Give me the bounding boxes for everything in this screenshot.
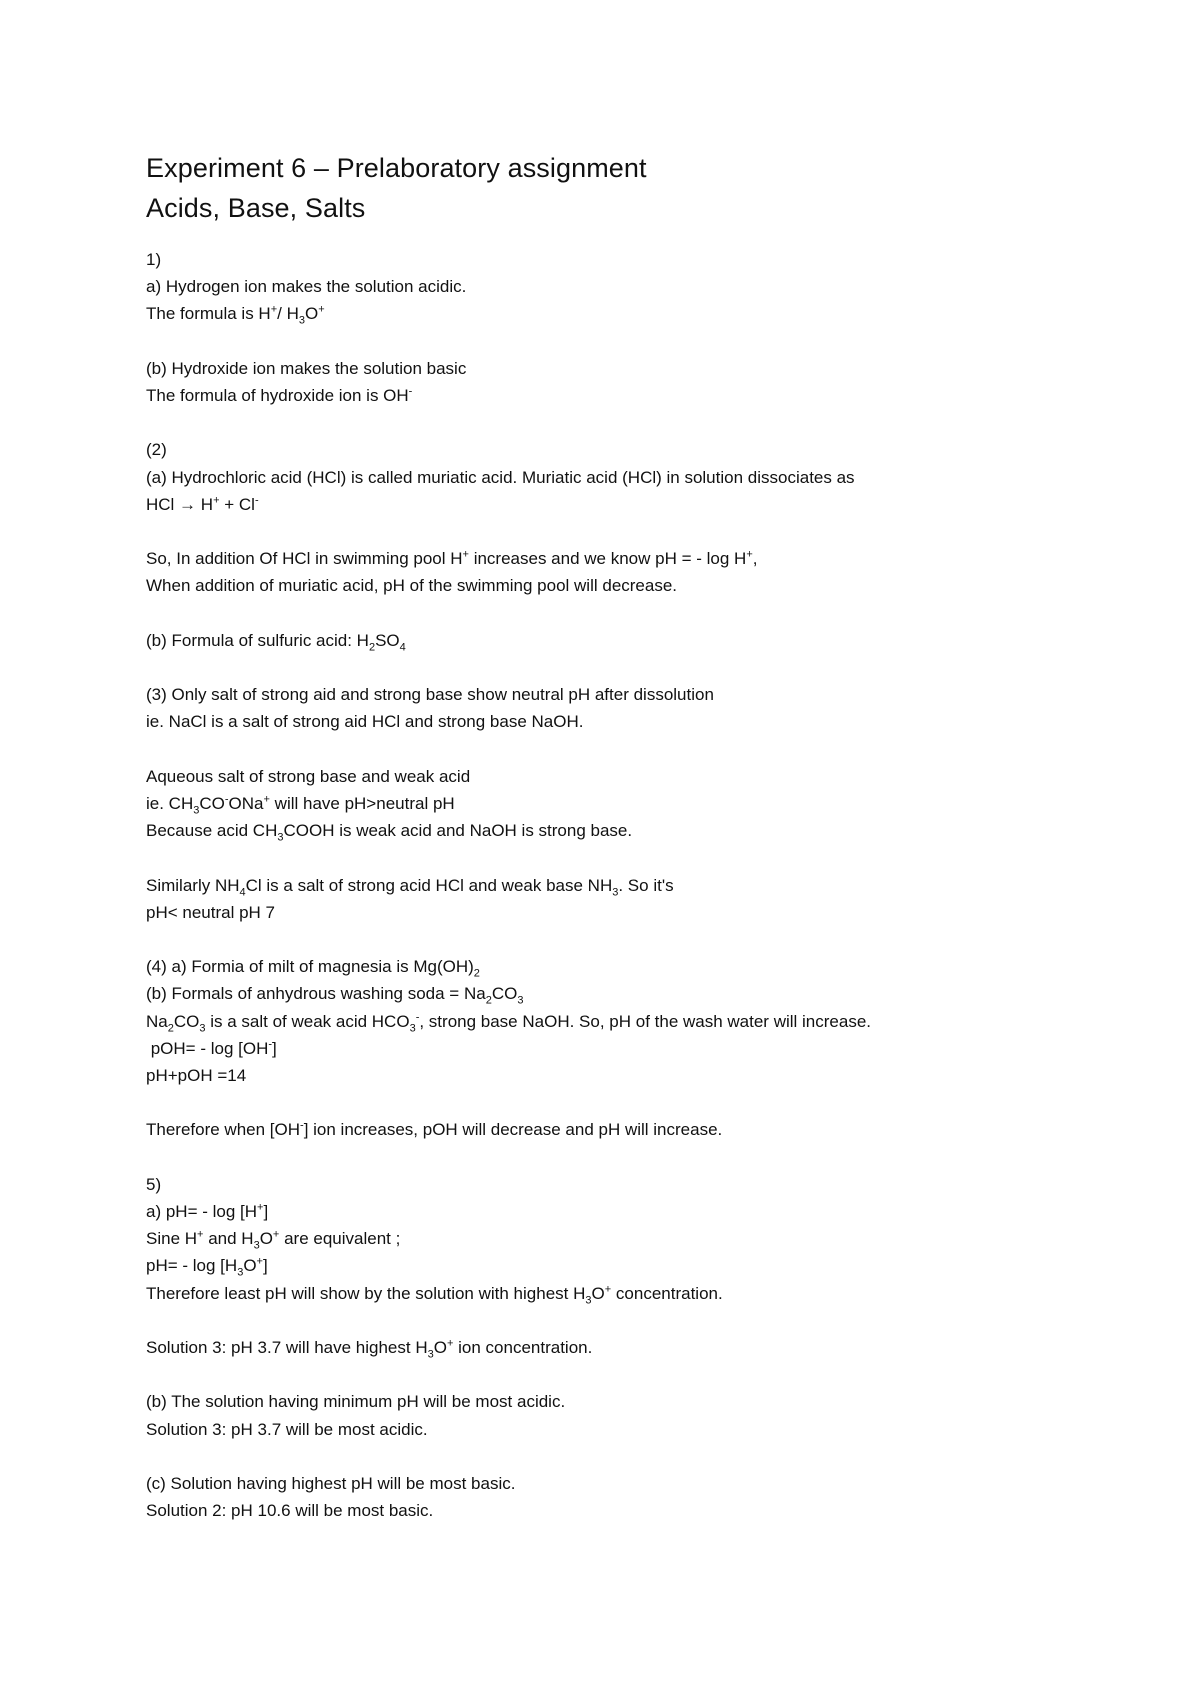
text-line: pH+pOH =14	[146, 1065, 247, 1085]
text-line: Therefore least pH will show by the solution with highest $H_3O^+$ concentration.	[146, 1282, 723, 1306]
text-line: HCl → H+ + Cl-	[146, 494, 259, 514]
text-line: pOH= - log [OH-]	[146, 1038, 277, 1058]
text-line: Solution 3: pH 3.7 will have highest $H_3O^+$ ion concentration.	[146, 1337, 593, 1361]
document-title: Experiment 6 – Prelaboratory assignment	[146, 153, 647, 183]
text-line: So, In addition Of HCl in swimming pool H+ increases and we know pH = - log H+,	[146, 548, 758, 569]
text-line: a) Hydrogen ion makes the solution acidic.	[146, 277, 467, 297]
text-line: Solution 2: pH 10.6 will be most basic.	[146, 1501, 434, 1521]
document-body	[146, 246, 1066, 1524]
text-line: The formula of hydroxide ion is OH-	[146, 385, 413, 405]
blank-line	[146, 328, 1066, 355]
text-line: (b) The solution having minimum pH will be most acidic.	[146, 1392, 566, 1412]
text-line: (4) a) Formia of milt of magnesia is $Mg(OH)_2$	[146, 957, 480, 980]
blank-line	[146, 654, 1066, 681]
blank-line	[146, 1307, 1066, 1334]
blank-line	[146, 736, 1066, 763]
text-line: (b) Formals of anhydrous washing soda = $Na_2CO_3$	[146, 984, 524, 1007]
text-line: $pH= - \log [H_3O^+]$	[146, 1255, 268, 1279]
text-line: Similarly $NH_4Cl$ is a salt of strong acid HCl and weak base $NH_3$. So it's	[146, 875, 674, 898]
blank-line	[146, 1361, 1066, 1388]
text-line: The formula is H+/ $H_3O^+$	[146, 303, 325, 327]
text-line: ie. NaCl is a salt of strong aid HCl and strong base NaOH.	[146, 712, 584, 732]
text-line: pH< neutral pH 7	[146, 902, 275, 922]
text-line: 1)	[146, 250, 162, 269]
text-line: (b) Formula of sulfuric acid: $H_2SO_4$	[146, 630, 406, 654]
text-line: Aqueous salt of strong base and weak acid	[146, 766, 471, 786]
text-line: (a) Hydrochloric acid (HCl) is called muriatic acid. Muriatic acid (HCl) in solution dissociates as	[146, 467, 855, 487]
text-line: (2)	[146, 440, 167, 460]
text-line: (c) Solution having highest pH will be most basic.	[146, 1473, 516, 1493]
text-line: (b) Hydroxide ion makes the solution basic	[146, 358, 467, 378]
blank-line	[146, 1443, 1066, 1470]
text-line: 5)	[146, 1174, 162, 1194]
blank-line	[146, 844, 1066, 871]
blank-line	[146, 409, 1066, 436]
blank-line	[146, 1089, 1066, 1116]
document-subtitle: Acids, Base, Salts	[146, 193, 366, 223]
text-line: Sine H+ and $H_3O^+$ are equivalent ;	[146, 1228, 401, 1252]
text-line: Because acid $CH_3COOH$ is weak acid and NaOH is strong base.	[146, 821, 633, 844]
blank-line	[146, 518, 1066, 545]
blank-line	[146, 600, 1066, 627]
blank-line	[146, 1144, 1066, 1171]
text-line: ie. $CH_3CO^-ONa^+$ will have pH>neutral pH	[146, 793, 455, 817]
text-line: Therefore when [OH-] ion increases, pOH will decrease and pH will increase.	[146, 1119, 723, 1140]
text-line: Solution 3: pH 3.7 will be most acidic.	[146, 1419, 428, 1439]
document-page	[146, 148, 1066, 1524]
text-line: a) pH= - log [H+]	[146, 1201, 269, 1221]
blank-line	[146, 926, 1066, 953]
text-line: (3) Only salt of strong aid and strong base show neutral pH after dissolution	[146, 685, 714, 705]
text-line: When addition of muriatic acid, pH of the swimming pool will decrease.	[146, 576, 678, 596]
text-line: $Na_2CO_3$ is a salt of weak acid $HCO_3^-$, strong base NaOH. So, pH of the wash water will increase.	[146, 1010, 872, 1034]
